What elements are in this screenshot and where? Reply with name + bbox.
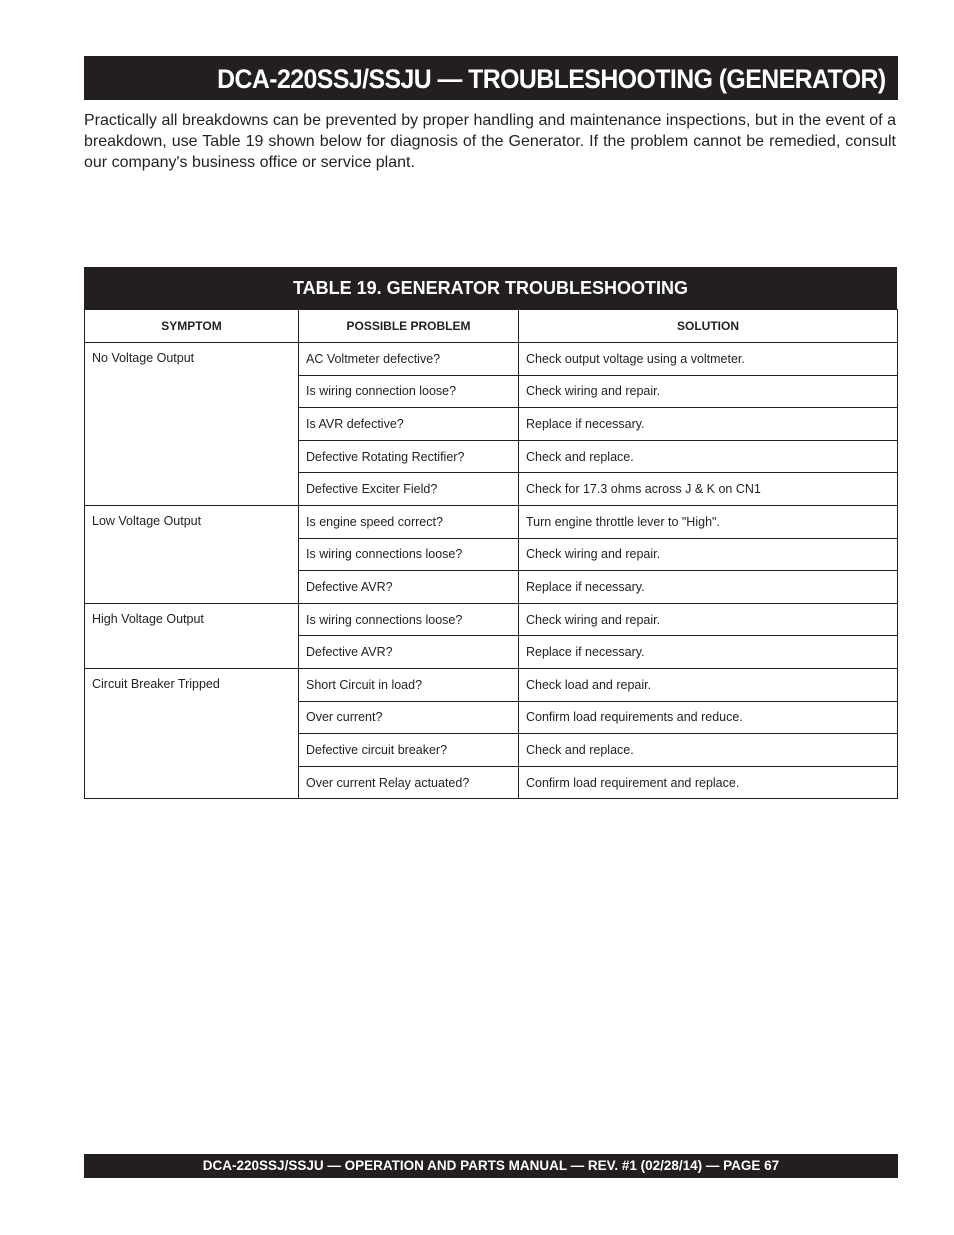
problem-cell: Defective Exciter Field? [299, 473, 519, 506]
solution-cell: Check wiring and repair. [519, 375, 898, 408]
page-footer: DCA-220SSJ/SSJU — OPERATION AND PARTS MANUAL — REV. #1 (02/28/14) — PAGE 67 [84, 1154, 898, 1178]
column-header-possible-problem: POSSIBLE PROBLEM [299, 310, 519, 343]
problem-cell: Defective circuit breaker? [299, 734, 519, 767]
troubleshooting-table [84, 267, 897, 799]
problem-cell: Is wiring connection loose? [299, 375, 519, 408]
problem-cell: Is engine speed correct? [299, 505, 519, 538]
troubleshooting-grid [84, 309, 898, 799]
table-row [85, 343, 898, 376]
symptom-cell: Circuit Breaker Tripped [85, 668, 299, 798]
solution-cell: Turn engine throttle lever to "High". [519, 505, 898, 538]
table-header-row [85, 310, 898, 343]
problem-cell: AC Voltmeter defective? [299, 343, 519, 376]
solution-cell: Confirm load requirement and replace. [519, 766, 898, 799]
title-bar [84, 56, 898, 100]
problem-cell: Defective AVR? [299, 571, 519, 604]
solution-cell: Replace if necessary. [519, 571, 898, 604]
solution-cell: Replace if necessary. [519, 408, 898, 441]
problem-cell: Is wiring connections loose? [299, 603, 519, 636]
column-header-solution: SOLUTION [519, 310, 898, 343]
solution-cell: Check and replace. [519, 440, 898, 473]
problem-cell: Defective Rotating Rectifier? [299, 440, 519, 473]
solution-cell: Confirm load requirements and reduce. [519, 701, 898, 734]
table-row [85, 603, 898, 636]
solution-cell: Check and replace. [519, 734, 898, 767]
symptom-cell: High Voltage Output [85, 603, 299, 668]
intro-paragraph: Practically all breakdowns can be prevented by proper handling and maintenance inspections, but in the event of a breakdown, use Table 19 shown below for diagnosis of the Generator. If the problem cannot be remedied, consult our company's business office or service plant. [84, 112, 896, 171]
problem-cell: Defective AVR? [299, 636, 519, 669]
solution-cell: Check for 17.3 ohms across J & K on CN1 [519, 473, 898, 506]
table-row [85, 505, 898, 538]
solution-cell: Check wiring and repair. [519, 603, 898, 636]
problem-cell: Is wiring connections loose? [299, 538, 519, 571]
symptom-cell: No Voltage Output [85, 343, 299, 506]
problem-cell: Is AVR defective? [299, 408, 519, 441]
problem-cell: Over current? [299, 701, 519, 734]
solution-cell: Check load and repair. [519, 668, 898, 701]
solution-cell: Replace if necessary. [519, 636, 898, 669]
table-body [85, 343, 898, 799]
page-title: DCA-220SSJ/SSJU — TROUBLESHOOTING (GENERATOR) [217, 64, 886, 94]
solution-cell: Check output voltage using a voltmeter. [519, 343, 898, 376]
problem-cell: Short Circuit in load? [299, 668, 519, 701]
problem-cell: Over current Relay actuated? [299, 766, 519, 799]
table-title: TABLE 19. GENERATOR TROUBLESHOOTING [84, 267, 897, 309]
column-header-symptom: SYMPTOM [85, 310, 299, 343]
solution-cell: Check wiring and repair. [519, 538, 898, 571]
table-row [85, 668, 898, 701]
symptom-cell: Low Voltage Output [85, 505, 299, 603]
